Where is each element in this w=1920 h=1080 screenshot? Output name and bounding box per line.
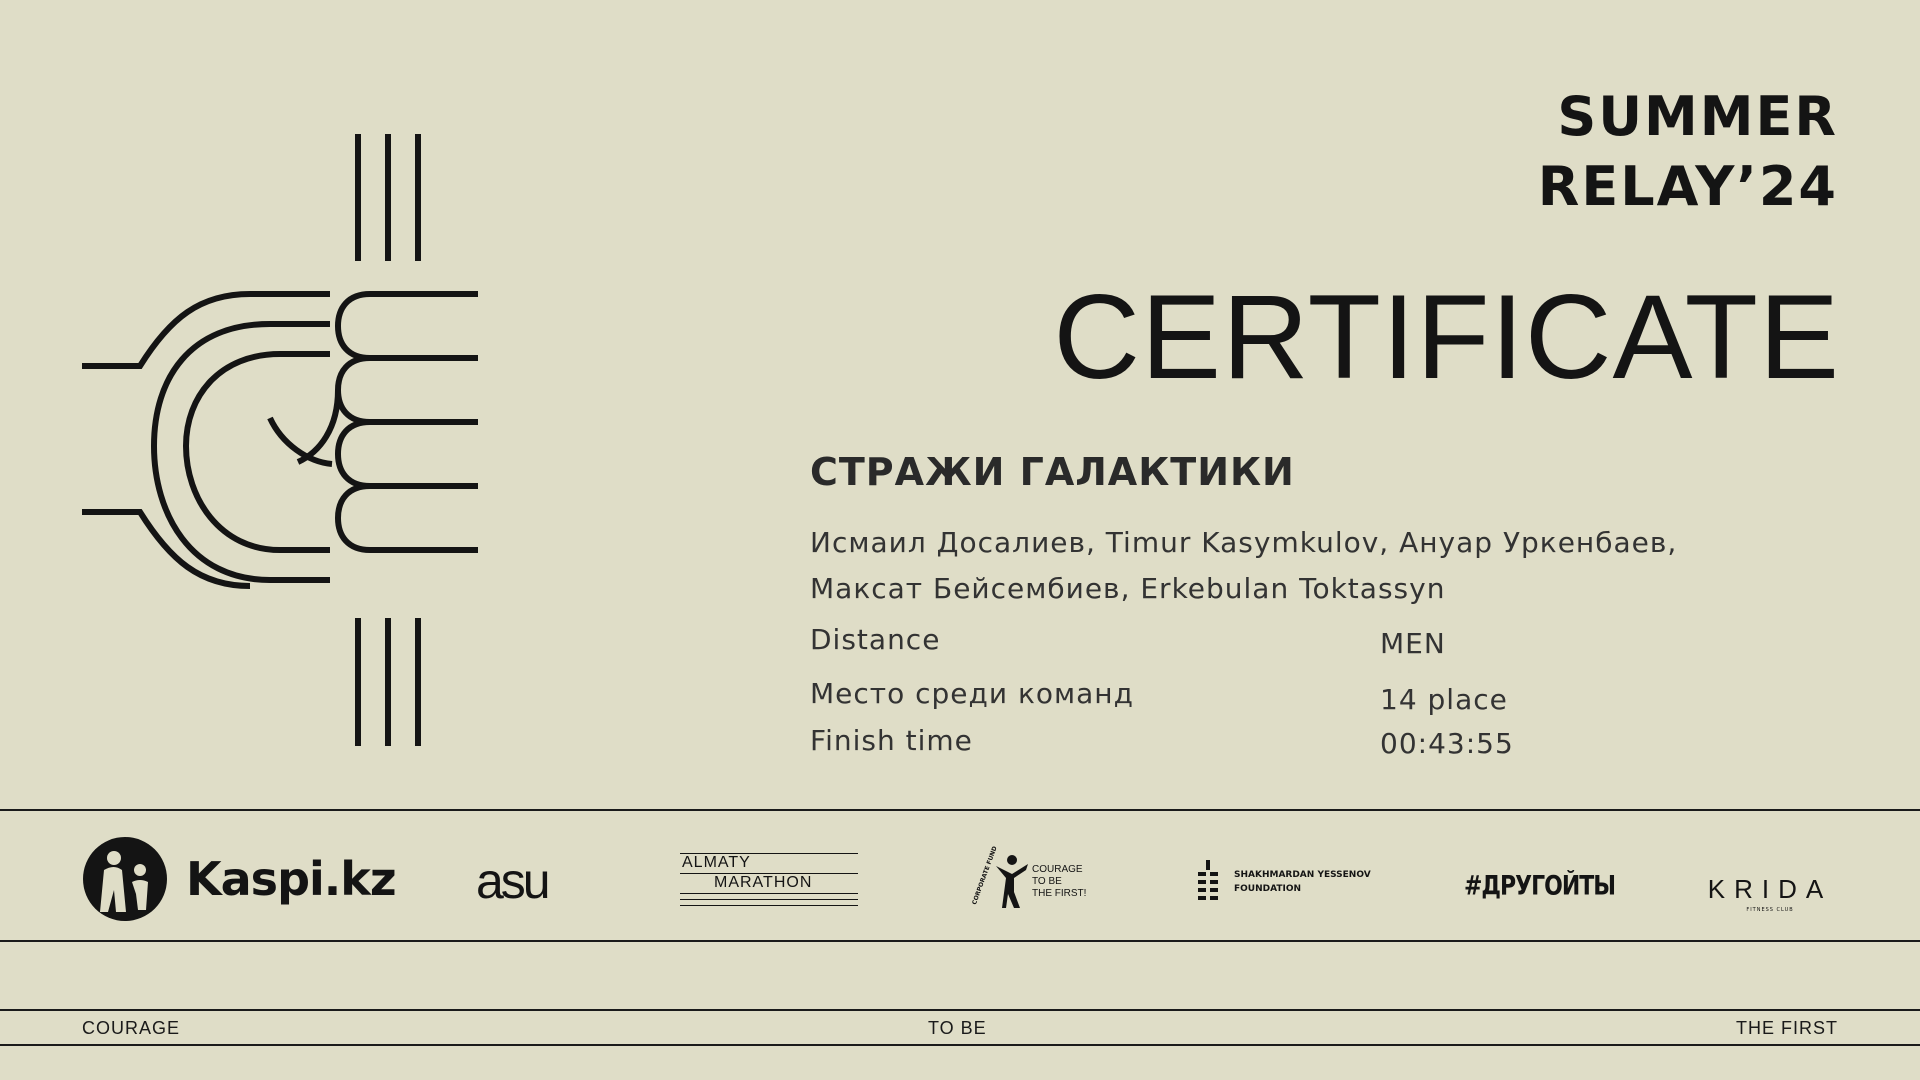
place-value: 14 place	[1380, 683, 1508, 716]
corporate-fund-text: CORPORATE FUND	[971, 845, 999, 906]
marathon-text: MARATHON	[714, 874, 813, 891]
motto-center: TO BE	[928, 1018, 987, 1038]
drugoity-text: #ДРУГОЙТЫ	[1464, 871, 1616, 902]
krida-text: KRIDA	[1707, 874, 1833, 904]
courage-line1: COURAGE	[1032, 864, 1083, 875]
yessenov-foundation-logo	[1198, 860, 1371, 904]
almaty-text: ALMATY	[682, 854, 751, 871]
kaspi-logo	[82, 836, 396, 922]
courage-line3: THE FIRST!	[1032, 888, 1087, 899]
place-label: Место среди команд	[810, 677, 1134, 710]
motto-left: COURAGE	[82, 1018, 181, 1038]
divider-top	[0, 809, 1920, 811]
asu-text: asu	[476, 853, 548, 909]
event-title-line1: SUMMER	[1557, 85, 1838, 148]
almaty-marathon-logo	[680, 851, 858, 911]
yessenov-line1: SHAKHMARDAN YESSENOV	[1234, 870, 1371, 880]
krida-subtitle: FITNESS CLUB	[1746, 907, 1794, 913]
yessenov-icon	[1198, 860, 1220, 904]
divider-bottom	[0, 940, 1920, 942]
distance-label: Distance	[810, 623, 941, 656]
team-members	[810, 520, 1860, 612]
runner-icon	[992, 852, 1032, 910]
motto-right: THE FIRST	[1736, 1018, 1838, 1038]
event-title	[1538, 82, 1838, 222]
event-title-line2: RELAY’24	[1537, 155, 1838, 218]
certificate-heading: CERTIFICATE	[1053, 270, 1840, 404]
courage-line2: TO BE	[1032, 876, 1062, 887]
asu-logo	[476, 852, 548, 910]
team-name: СТРАЖИ ГАЛАКТИКИ	[810, 450, 1295, 494]
members-line-2: Максат Бейсембиев, Erkebulan Toktassyn	[810, 572, 1446, 605]
krida-logo	[1700, 874, 1840, 913]
kaspi-text: Kaspi.kz	[186, 852, 396, 906]
courage-fund-logo	[971, 845, 1087, 912]
footer-line-top	[0, 1009, 1920, 1011]
yessenov-line2: FOUNDATION	[1234, 884, 1302, 894]
members-line-1: Исмаил Досалиев, Timur Kasymkulov, Ануар Уркенбаев,	[810, 526, 1678, 559]
footer-line-bottom	[0, 1044, 1920, 1046]
distance-value: MEN	[1380, 627, 1446, 660]
finish-time-value: 00:43:55	[1380, 727, 1514, 760]
finish-time-label: Finish time	[810, 724, 973, 757]
relay-emblem	[70, 128, 490, 758]
drugoity-logo	[1464, 871, 1616, 902]
kaspi-icon	[82, 836, 168, 922]
